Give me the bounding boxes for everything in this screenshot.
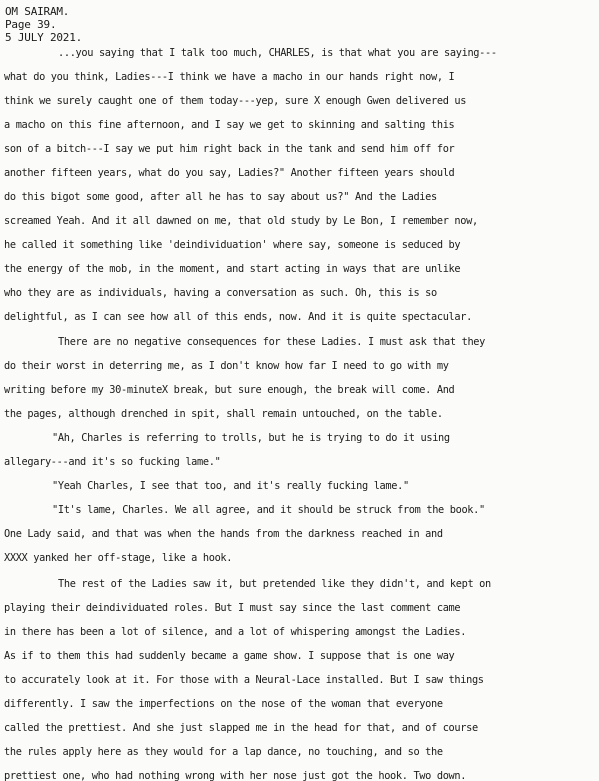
text-line: the pages, although drenched in spit, shall remain untouched, on the table. <box>4 408 443 420</box>
text-line: "Ah, Charles is referring to trolls, but he is trying to do it using <box>52 432 450 444</box>
text-line: prettiest one, who had nothing wrong with her nose just got the hook. Two down. <box>4 770 467 781</box>
page-date: 5 JULY 2021. <box>5 31 83 44</box>
text-line: the rules apply here as they would for a lap dance, no touching, and so the <box>4 746 443 758</box>
text-line: XXXX yanked her off-stage, like a hook. <box>4 552 233 564</box>
text-line: to accurately look at it. For those with a Neural-Lace installed. But I saw things <box>4 674 484 686</box>
text-line: what do you think, Ladies---I think we have a macho in our hands right now, I <box>4 71 455 83</box>
text-line: son of a bitch---I say we put him right back in the tank and send him off for <box>4 143 455 155</box>
text-line: in there has been a lot of silence, and a lot of whispering amongst the Ladies. <box>4 626 467 638</box>
text-line: delightful, as I can see how all of this ends, now. And it is quite spectacular. <box>4 311 472 323</box>
text-line: "It's lame, Charles. We all agree, and it should be struck from the book." <box>52 504 485 516</box>
text-line: ...you saying that I talk too much, CHARLES, is that what you are saying--- <box>58 47 497 59</box>
text-line: There are no negative consequences for these Ladies. I must ask that they <box>58 336 485 348</box>
text-line: "Yeah Charles, I see that too, and it's really fucking lame." <box>52 480 409 492</box>
text-line: differently. I saw the imperfections on the nose of the woman that everyone <box>4 698 443 710</box>
text-line: he called it something like 'deindividuation' where say, someone is seduced by <box>4 239 461 251</box>
page-number: Page 39. <box>5 18 57 31</box>
text-line: One Lady said, and that was when the hands from the darkness reached in and <box>4 528 443 540</box>
text-line: who they are as individuals, having a conversation as such. Oh, this is so <box>4 287 437 299</box>
text-line: the energy of the mob, in the moment, and start acting in ways that are unlike <box>4 263 461 275</box>
text-line: a macho on this fine afternoon, and I say we get to skinning and salting this <box>4 119 455 131</box>
page-header <box>5 5 82 44</box>
text-line: think we surely caught one of them today---yep, sure X enough Gwen delivered us <box>4 95 467 107</box>
text-line: called the prettiest. And she just slapped me in the head for that, and of course <box>4 722 478 734</box>
text-line: allegary---and it's so fucking lame." <box>4 456 221 468</box>
text-line: writing before my 30-minuteX break, but sure enough, the break will come. And <box>4 384 455 396</box>
text-line: The rest of the Ladies saw it, but pretended like they didn't, and kept on <box>58 578 491 590</box>
text-line: do this bigot some good, after all he has to say about us?" And the Ladies <box>4 191 437 203</box>
text-line: do their worst in deterring me, as I don't know how far I need to go with my <box>4 360 449 372</box>
text-line: playing their deindividuated roles. But I must say since the last comment came <box>4 602 461 614</box>
text-line: screamed Yeah. And it all dawned on me, that old study by Le Bon, I remember now, <box>4 215 478 227</box>
header-salutation: OM SAIRAM. <box>5 5 70 18</box>
text-line: As if to them this had suddenly became a game show. I suppose that is one way <box>4 650 455 662</box>
text-line: another fifteen years, what do you say, Ladies?" Another fifteen years should <box>4 167 455 179</box>
